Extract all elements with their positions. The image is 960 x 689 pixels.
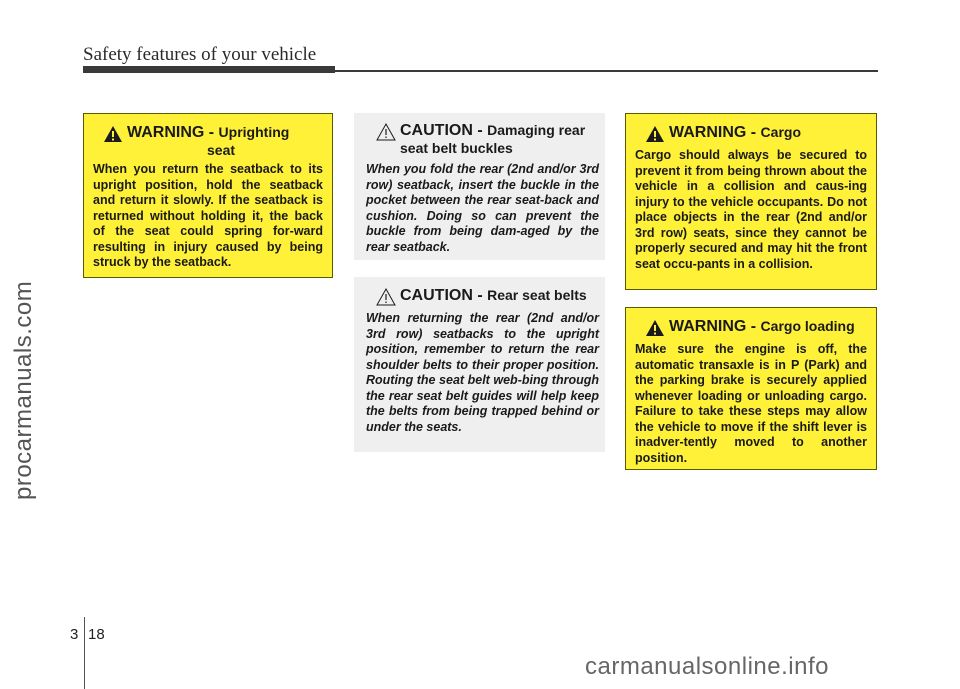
warning-box-cargo-loading	[625, 307, 877, 470]
caution-triangle-icon	[376, 288, 396, 306]
warning-subtitle-line2: seat	[207, 142, 236, 158]
warning-triangle-icon	[645, 319, 665, 337]
warning-triangle-icon	[645, 125, 665, 143]
caution-box-rear-seat-belts	[354, 277, 605, 452]
heading-dash: -	[204, 124, 219, 141]
warning-label: WARNING	[127, 124, 205, 141]
caution-label: CAUTION	[400, 122, 473, 139]
caution-subtitle-line1: Rear seat belts	[487, 287, 587, 303]
caution-heading	[366, 287, 599, 305]
warning-heading	[635, 318, 867, 336]
header-rule-thin	[335, 70, 878, 72]
warning-body-text: When you return the seatback to its upright position, hold the seatback and return it slowly. If the seatback is returned without holding it, the back of the seat could spring for-ward resulting in injury caused by being struck by the seatback.	[93, 162, 323, 269]
warning-subtitle-line1: Cargo	[760, 124, 801, 140]
caution-triangle-icon	[376, 123, 396, 141]
warning-box-uprighting-seat	[83, 113, 333, 278]
warning-subtitle-line1: Cargo loading	[760, 318, 855, 334]
caution-subtitle-line1: Damaging rear	[487, 122, 586, 138]
heading-dash: -	[472, 122, 488, 139]
side-watermark: procarmanuals.com	[10, 280, 37, 500]
warning-subtitle-line1: Uprighting	[218, 124, 290, 140]
page-header-title: Safety features of your vehicle	[83, 44, 317, 65]
warning-body-text: Make sure the engine is off, the automatic transaxle is in P (Park) and the parking brake is securely applied whenever loading or unloading cargo. Failure to take these steps may allow the vehicle to move if the shift lever is inadver-tently moved to another position.	[635, 342, 867, 465]
caution-subtitle-line2: seat belt buckles	[400, 140, 513, 156]
caution-label: CAUTION	[400, 287, 473, 304]
page-number: 18	[88, 626, 105, 643]
warning-box-cargo	[625, 113, 877, 290]
warning-triangle-icon	[103, 125, 123, 143]
heading-dash: -	[472, 287, 488, 304]
warning-heading	[93, 124, 323, 158]
warning-body-text: Cargo should always be secured to prevent it from being thrown about the vehicle in a collision and caus-ing injury to the vehicle occupants. Do not place objects in the rear (2nd and/or 3rd row) seats, since they cannot be properly secured and may hit the front seat occu-pants in a collision.	[635, 148, 867, 271]
footer-divider	[84, 617, 85, 689]
caution-body-text: When returning the rear (2nd and/or 3rd row) seatbacks to the upright position, remember to return the rear shoulder belts to their proper position. Routing the seat belt web-bing through the rear seat belt guides will help keep the belts from being trapped behind or under the seats.	[366, 311, 599, 434]
caution-heading	[366, 122, 599, 156]
caution-box-damaging-buckles	[354, 113, 605, 260]
warning-heading	[635, 124, 867, 142]
header-rule-thick	[83, 66, 335, 73]
bottom-watermark: carmanualsonline.info	[585, 653, 829, 680]
heading-dash: -	[746, 124, 761, 141]
warning-label: WARNING	[669, 318, 747, 335]
heading-dash: -	[746, 318, 761, 335]
chapter-number: 3	[70, 626, 79, 643]
caution-body-text: When you fold the rear (2nd and/or 3rd row) seatback, insert the buckle in the pocket between the rear seat-back and cushion. Doing so can prevent the buckle from being dam-aged by the rear seatback.	[366, 162, 599, 254]
warning-label: WARNING	[669, 124, 747, 141]
